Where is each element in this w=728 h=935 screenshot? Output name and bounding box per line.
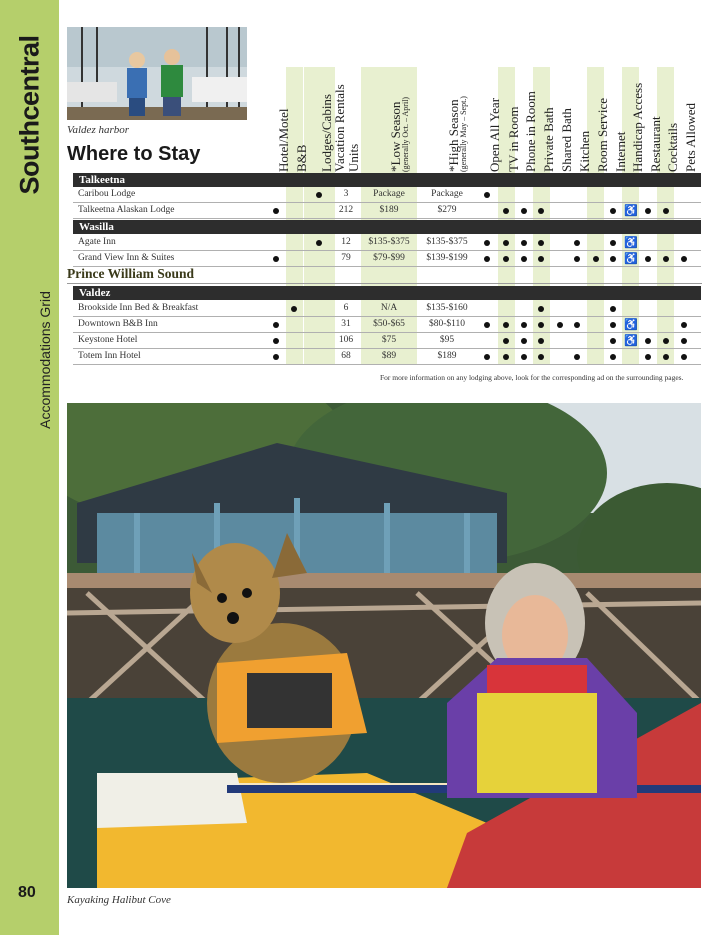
amenity-dot (503, 338, 509, 344)
low-season-price: N/A (380, 303, 398, 313)
table-row (73, 333, 701, 349)
units-value: 106 (338, 335, 354, 345)
column-header: Restaurant (647, 116, 663, 172)
table-row (73, 301, 701, 317)
photo-caption: Kayaking Halibut Cove (67, 894, 171, 906)
low-season-price: $189 (379, 205, 399, 215)
column-header: Shared Bath (558, 108, 574, 172)
column-header: Pets Allowed (682, 103, 698, 172)
column-header: TV in Room (505, 106, 521, 172)
column-header: Private Bath (540, 107, 556, 172)
amenity-dot (273, 208, 279, 214)
column-header: Units (345, 143, 361, 172)
low-season-price: $135-$375 (368, 237, 410, 247)
amenity-dot (503, 256, 509, 262)
amenity-dot (521, 354, 527, 360)
low-season-price: $79-$99 (373, 253, 405, 263)
amenity-dot (538, 354, 544, 360)
region-bar: Talkeetna (73, 173, 701, 187)
table-row (73, 317, 701, 333)
amenity-dot (557, 322, 563, 328)
table-row (73, 235, 701, 251)
column-header: B&B (293, 144, 309, 172)
lodging-name: Caribou Lodge (78, 189, 136, 199)
amenity-dot (273, 338, 279, 344)
section-title: Southcentral (14, 35, 45, 195)
column-header: Open All Year (486, 97, 502, 172)
amenity-dot (484, 354, 490, 360)
column-header: Phone in Room (522, 91, 538, 172)
amenity-dot (538, 338, 544, 344)
amenity-dot (538, 322, 544, 328)
amenity-dot (610, 256, 616, 262)
page-title: Where to Stay (67, 143, 201, 165)
high-season-price: $80-$110 (428, 319, 466, 329)
column-header: Handicap Access (629, 82, 645, 172)
low-season-price: $89 (381, 351, 397, 361)
high-season-price: $189 (437, 351, 457, 361)
high-season-price: $279 (437, 205, 457, 215)
amenity-dot (521, 322, 527, 328)
region-bar: Valdez (73, 286, 701, 300)
amenity-dot (273, 322, 279, 328)
amenity-dot (316, 240, 322, 246)
divider (67, 283, 702, 284)
column-header: *Low Season (generally Oct. – April) (388, 96, 410, 172)
amenity-dot (538, 306, 544, 312)
handicap-access-icon: ♿ (624, 237, 638, 249)
units-value: 3 (343, 189, 349, 199)
thumb-caption: Valdez harbor (67, 124, 130, 136)
units-value: 31 (341, 319, 351, 329)
amenity-dot (538, 256, 544, 262)
column-header: *High Season (generally May – Sept.) (446, 96, 468, 172)
lodging-name: Agate Inn (78, 237, 116, 247)
amenity-dot (645, 354, 651, 360)
amenity-dot (521, 208, 527, 214)
units-value: 6 (343, 303, 349, 313)
lodging-name: Brookside Inn Bed & Breakfast (78, 303, 199, 313)
lodging-name: Talkeetna Alaskan Lodge (78, 205, 175, 215)
low-season-price: Package (373, 189, 405, 199)
amenity-dot (521, 338, 527, 344)
amenity-dot (521, 256, 527, 262)
amenity-dot (663, 354, 669, 360)
amenity-dot (610, 354, 616, 360)
amenity-dot (484, 322, 490, 328)
amenity-dot (538, 208, 544, 214)
amenity-dot (645, 338, 651, 344)
handicap-access-icon: ♿ (624, 319, 638, 331)
page-number: 80 (18, 884, 36, 901)
amenity-dot (610, 240, 616, 246)
lodging-name: Downtown B&B Inn (78, 319, 158, 329)
lodging-name: Keystone Hotel (78, 335, 138, 345)
amenity-dot (610, 322, 616, 328)
units-value: 79 (341, 253, 351, 263)
amenity-dot (574, 354, 580, 360)
low-season-price: $50-$65 (373, 319, 405, 329)
amenity-dot (503, 240, 509, 246)
amenity-dot (484, 256, 490, 262)
amenity-dot (681, 338, 687, 344)
column-header: Room Service (594, 97, 610, 172)
amenity-dot (645, 256, 651, 262)
section-subtitle: Accommodations Grid (37, 291, 53, 429)
amenity-dot (273, 354, 279, 360)
amenity-dot (610, 338, 616, 344)
region-bar: Wasilla (73, 220, 701, 234)
column-header: Lodges/Cabins Vacation Rentals (318, 84, 347, 172)
table-row (73, 187, 701, 203)
amenity-dot (503, 208, 509, 214)
amenity-dot (645, 208, 651, 214)
big-region-label: Prince William Sound (67, 266, 195, 281)
kayaking-photo (67, 403, 701, 888)
amenity-dot (593, 256, 599, 262)
units-value: 212 (338, 205, 354, 215)
amenity-dot (503, 322, 509, 328)
amenity-dot (291, 306, 297, 312)
table-row (73, 203, 701, 219)
amenity-dot (574, 322, 580, 328)
lodging-name: Grand View Inn & Suites (78, 253, 175, 263)
amenity-dot (273, 256, 279, 262)
amenity-dot (316, 192, 322, 198)
amenity-dot (663, 256, 669, 262)
amenity-dot (610, 208, 616, 214)
column-header: Cocktails (664, 122, 680, 172)
amenity-dot (574, 256, 580, 262)
amenity-dot (681, 256, 687, 262)
high-season-price: $135-$160 (426, 303, 468, 313)
amenity-dot (610, 306, 616, 312)
handicap-access-icon: ♿ (624, 205, 638, 217)
high-season-price: $139-$199 (426, 253, 468, 263)
low-season-price: $75 (381, 335, 397, 345)
lodging-name: Totem Inn Hotel (78, 351, 141, 361)
amenity-dot (681, 322, 687, 328)
high-season-price: Package (431, 189, 463, 199)
column-header: Kitchen (576, 130, 592, 172)
amenity-dot (521, 240, 527, 246)
table-row (73, 349, 701, 365)
amenity-dot (681, 354, 687, 360)
amenity-dot (538, 240, 544, 246)
high-season-price: $95 (439, 335, 455, 345)
column-header: Internet (612, 131, 628, 172)
amenity-dot (503, 354, 509, 360)
handicap-access-icon: ♿ (624, 253, 638, 265)
handicap-access-icon: ♿ (624, 335, 638, 347)
footnote: For more information on any lodging above, look for the corresponding ad on the surrounding pages. (380, 373, 684, 382)
amenity-dot (663, 208, 669, 214)
high-season-price: $135-$375 (426, 237, 468, 247)
amenity-dot (663, 338, 669, 344)
units-value: 12 (341, 237, 351, 247)
amenity-dot (484, 192, 490, 198)
column-header: Hotel/Motel (275, 108, 291, 172)
valdez-harbor-photo (67, 27, 247, 120)
units-value: 68 (341, 351, 351, 361)
table-row (73, 251, 701, 267)
amenity-dot (574, 240, 580, 246)
amenity-dot (484, 240, 490, 246)
